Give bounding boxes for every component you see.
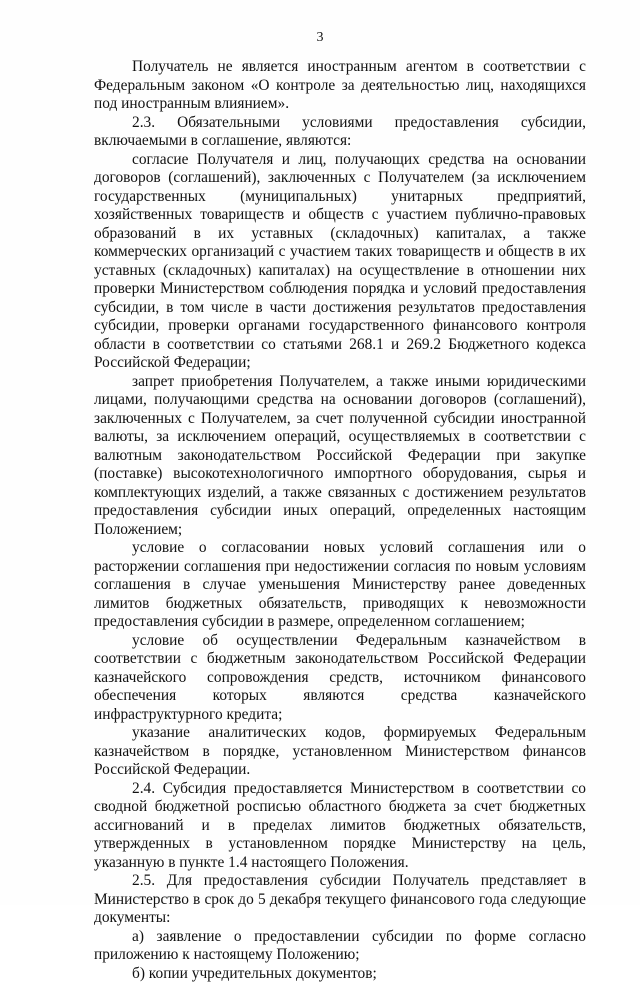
paragraph-currency-ban: запрет приобретения Получателем, а также иными юридическими лицами, получающими средства на основании договоров (соглашений), заключенных с Получателем, за счет полученной субсидии иностранной валюты, за исключением операций, осуществляемых в соответствии с валютным законодательством Российской Федерации при закупке (поставке) высокотехнологичного импортного оборудования, сырья и комплектующих изделий, а также связанных с достижением результатов предоставления субсидии иных операций, определенных настоящим Положением;	[94, 373, 586, 540]
paragraph-treasury-support: условие об осуществлении Федеральным казначейством в соответствии с бюджетным законодательством Российской Федерации казначейского сопровождения средств, источником финансового обеспечения которых являются средства казначейского инфраструктурного кредита;	[94, 632, 586, 725]
paragraph-consent-inspection: согласие Получателя и лиц, получающих средства на основании договоров (соглашений), заключенных с Получателем (за исключением государственных (муниципальных) унитарных предприятий, хозяйственных товариществ и обществ с участием публично-правовых образований в их уставных (складочных) капиталах, а также коммерческих организаций с участием таких товариществ и обществ в их уставных (складочных) капиталах) на осуществление в отношении них проверки Министерством соблюдения порядка и условий предоставления субсидии, в том числе в части достижения результатов предоставления субсидии, проверки органами государственного финансового контроля области в соответствии со статьями 268.1 и 269.2 Бюджетного кодекса Российской Федерации;	[94, 151, 586, 373]
paragraph-item-a: а) заявление о предоставлении субсидии по форме согласно приложению к настоящему Положению;	[94, 928, 586, 965]
paragraph-2-3-heading: 2.3. Обязательными условиями предоставления субсидии, включаемыми в соглашение, являются:	[94, 114, 586, 151]
page-number: 3	[0, 30, 640, 46]
paragraph-2-5: 2.5. Для предоставления субсидии Получатель представляет в Министерство в срок до 5 декабря текущего финансового года следующие документы:	[94, 872, 586, 928]
paragraph-new-conditions: условие о согласовании новых условий соглашения или о расторжении соглашения при недостижении согласия по новым условиям соглашения в случае уменьшения Министерству ранее доведенных лимитов бюджетных обязательств, приводящих к невозможности предоставления субсидии в размере, определенном соглашением;	[94, 539, 586, 632]
paragraph-item-b: б) копии учредительных документов;	[94, 965, 586, 983]
paragraph-foreign-agent: Получатель не является иностранным агентом в соответствии с Федеральным законом «О контроле за деятельностью лиц, находящихся под иностранным влиянием».	[94, 58, 586, 114]
document-body	[94, 58, 586, 983]
paragraph-analytic-codes: указание аналитических кодов, формируемых Федеральным казначейством в порядке, установленном Министерством финансов Российской Федерации.	[94, 724, 586, 780]
paragraph-2-4: 2.4. Субсидия предоставляется Министерством в соответствии со сводной бюджетной росписью областного бюджета за счет бюджетных ассигнований и в пределах лимитов бюджетных обязательств, утвержденных в установленном порядке Министерству на цель, указанную в пункте 1.4 настоящего Положения.	[94, 780, 586, 873]
